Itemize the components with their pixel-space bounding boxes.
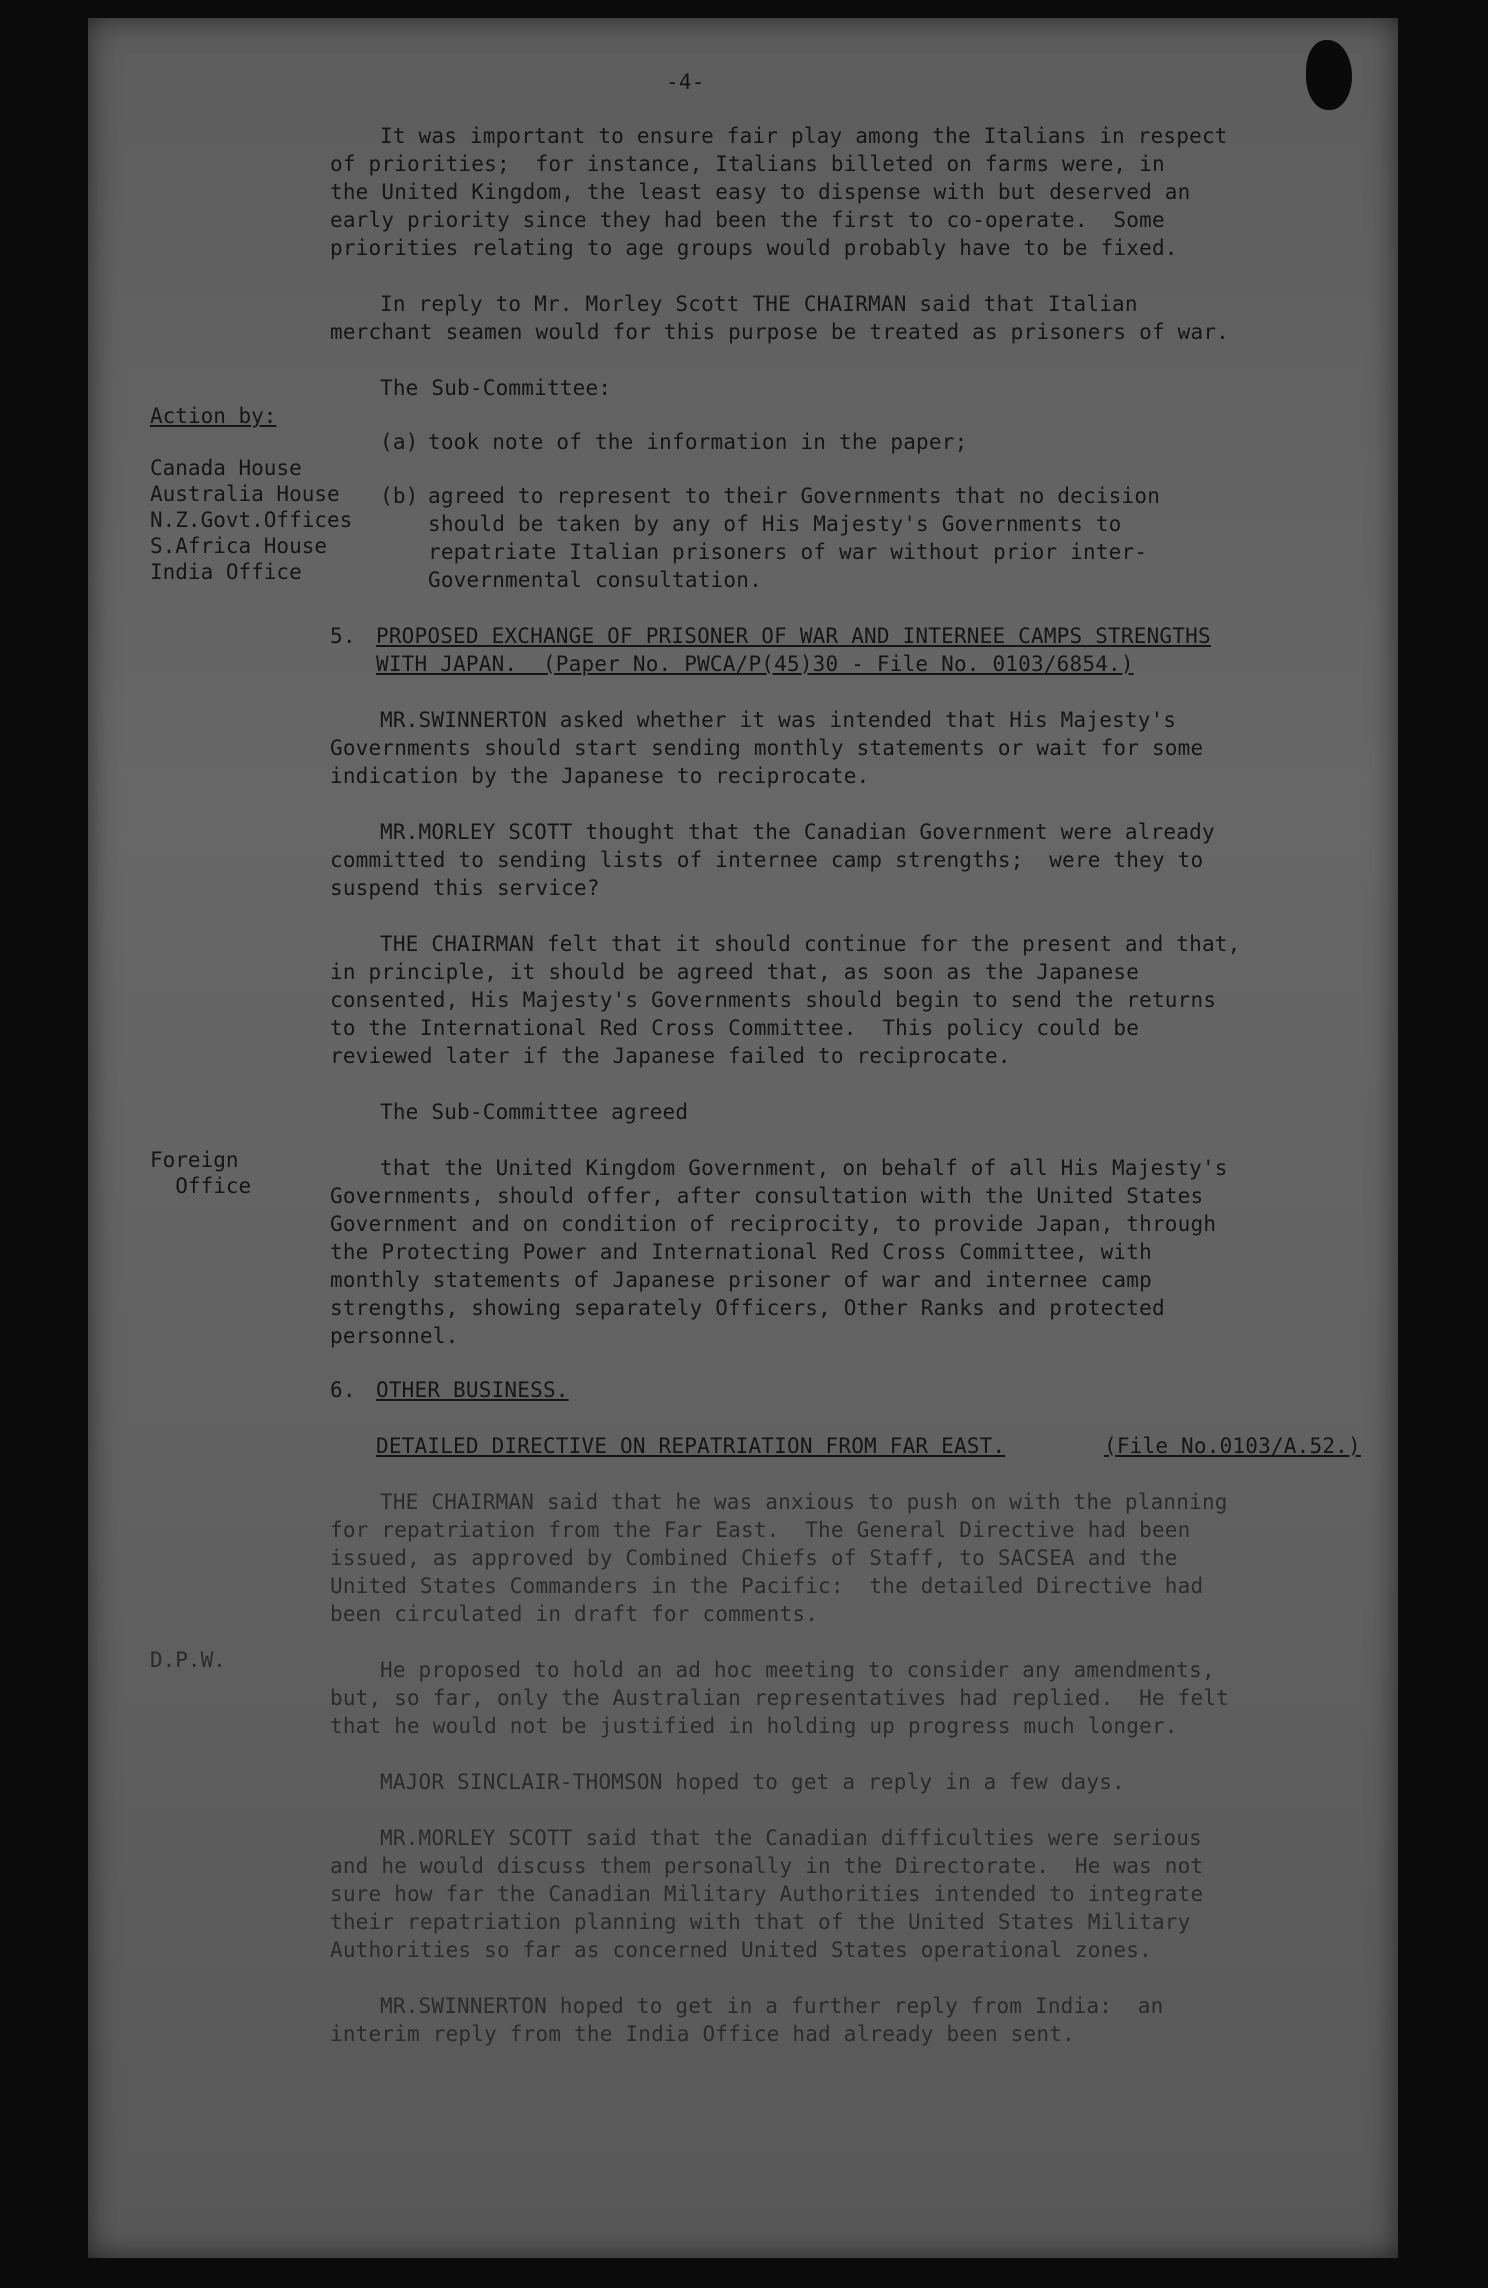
chairman-line: reviewed later if the Japanese failed to reciprocate. — [330, 1044, 1011, 1068]
item-a-letter: (a) — [380, 430, 419, 454]
para1-line: priorities relating to age groups would probably have to be fixed. — [330, 236, 1178, 260]
section6-title: OTHER BUSINESS. — [376, 1378, 569, 1402]
morley2-line: their repatriation planning with that of the United States Military — [330, 1910, 1191, 1934]
swinnerton2-line: interim reply from the India Office had already been sent. — [330, 2022, 1075, 2046]
agreed-line: personnel. — [330, 1324, 459, 1348]
morley-line: committed to sending lists of internee camp strengths; were they to — [330, 848, 1204, 872]
chairman-line: to the International Red Cross Committee. This policy could be — [330, 1016, 1140, 1040]
morley-line: suspend this service? — [330, 876, 600, 900]
para1-line: the United Kingdom, the least easy to dispense with but deserved an — [330, 180, 1191, 204]
item-b-line: should be taken by any of His Majesty's Governments to — [428, 512, 1122, 536]
morley2-line: sure how far the Canadian Military Authorities intended to integrate — [330, 1882, 1204, 1906]
subcommittee-intro: The Sub-Committee: — [380, 376, 612, 400]
agreed-line: the Protecting Power and International Red Cross Committee, with — [330, 1240, 1152, 1264]
chairman-line: in principle, it should be agreed that, as soon as the Japanese — [330, 960, 1140, 984]
directive-file: (File No.0103/A.52.) — [1104, 1434, 1361, 1458]
chairman2-line: United States Commanders in the Pacific: the detailed Directive had — [330, 1574, 1204, 1598]
agreed-line: Governments, should offer, after consultation with the United States — [330, 1184, 1204, 1208]
morley2-line: and he would discuss them personally in the Directorate. He was not — [330, 1854, 1204, 1878]
item-b-line: repatriate Italian prisoners of war without prior inter- — [428, 540, 1148, 564]
foreign-office-label: Office — [150, 1174, 252, 1198]
para1-line: early priority since they had been the first to co-operate. Some — [330, 208, 1165, 232]
chairman2-line: been circulated in draft for comments. — [330, 1602, 819, 1626]
agreed-intro: The Sub-Committee agreed — [380, 1100, 689, 1124]
chairman-line: consented, His Majesty's Governments should begin to send the returns — [330, 988, 1217, 1012]
swinnerton-line: Governments should start sending monthly statements or wait for some — [330, 736, 1204, 760]
page-number: -4- — [666, 70, 705, 94]
para2-line: In reply to Mr. Morley Scott THE CHAIRMAN said that Italian — [380, 292, 1138, 316]
para2-line: merchant seamen would for this purpose be treated as prisoners of war. — [330, 320, 1230, 344]
chairman2-line: for repatriation from the Far East. The General Directive had been — [330, 1518, 1191, 1542]
morley-line: MR.MORLEY SCOTT thought that the Canadian Government were already — [380, 820, 1215, 844]
item-b-letter: (b) — [380, 484, 419, 508]
ink-smudge — [1306, 40, 1352, 110]
agreed-line: that the United Kingdom Government, on behalf of all His Majesty's — [380, 1156, 1228, 1180]
morley2-line: MR.MORLEY SCOTT said that the Canadian difficulties were serious — [380, 1826, 1202, 1850]
major-line: MAJOR SINCLAIR-THOMSON hoped to get a reply in a few days. — [380, 1770, 1125, 1794]
agreed-line: strengths, showing separately Officers, Other Ranks and protected — [330, 1296, 1165, 1320]
section5-title-line: PROPOSED EXCHANGE OF PRISONER OF WAR AND INTERNEE CAMPS STRENGTHS — [376, 624, 1211, 648]
morley2-line: Authorities so far as concerned United States operational zones. — [330, 1938, 1152, 1962]
item-a-text: took note of the information in the paper; — [428, 430, 968, 454]
section6-number: 6. — [330, 1378, 356, 1402]
swinnerton-line: MR.SWINNERTON asked whether it was intended that His Majesty's — [380, 708, 1177, 732]
proposed-line: that he would not be justified in holding up progress much longer. — [330, 1714, 1178, 1738]
proposed-line: but, so far, only the Australian representatives had replied. He felt — [330, 1686, 1230, 1710]
para1-line: of priorities; for instance, Italians billeted on farms were, in — [330, 152, 1165, 176]
chairman2-line: issued, as approved by Combined Chiefs of Staff, to SACSEA and the — [330, 1546, 1178, 1570]
item-b-line: Governmental consultation. — [428, 568, 762, 592]
foreign-office-label: Foreign — [150, 1148, 239, 1172]
action-by-item: N.Z.Govt.Offices — [150, 508, 353, 532]
swinnerton-line: indication by the Japanese to reciprocate. — [330, 764, 870, 788]
agreed-line: Government and on condition of reciprocity, to provide Japan, through — [330, 1212, 1217, 1236]
document-page — [88, 18, 1398, 2258]
item-b-line: agreed to represent to their Governments that no decision — [428, 484, 1161, 508]
action-by-item: Australia House — [150, 482, 340, 506]
agreed-line: monthly statements of Japanese prisoner of war and internee camp — [330, 1268, 1152, 1292]
dpw-label: D.P.W. — [150, 1648, 226, 1672]
action-by-label: Action by: — [150, 404, 277, 428]
chairman2-line: THE CHAIRMAN said that he was anxious to push on with the planning — [380, 1490, 1228, 1514]
action-by-item: India Office — [150, 560, 302, 584]
section5-number: 5. — [330, 624, 356, 648]
action-by-item: S.Africa House — [150, 534, 328, 558]
para1-line: It was important to ensure fair play among the Italians in respect — [380, 124, 1228, 148]
action-by-item: Canada House — [150, 456, 302, 480]
section5-title-line: WITH JAPAN. (Paper No. PWCA/P(45)30 - File No. 0103/6854.) — [376, 652, 1134, 676]
chairman-line: THE CHAIRMAN felt that it should continue for the present and that, — [380, 932, 1241, 956]
swinnerton2-line: MR.SWINNERTON hoped to get in a further reply from India: an — [380, 1994, 1164, 2018]
proposed-line: He proposed to hold an ad hoc meeting to consider any amendments, — [380, 1658, 1215, 1682]
directive-heading: DETAILED DIRECTIVE ON REPATRIATION FROM FAR EAST. — [376, 1434, 1006, 1458]
